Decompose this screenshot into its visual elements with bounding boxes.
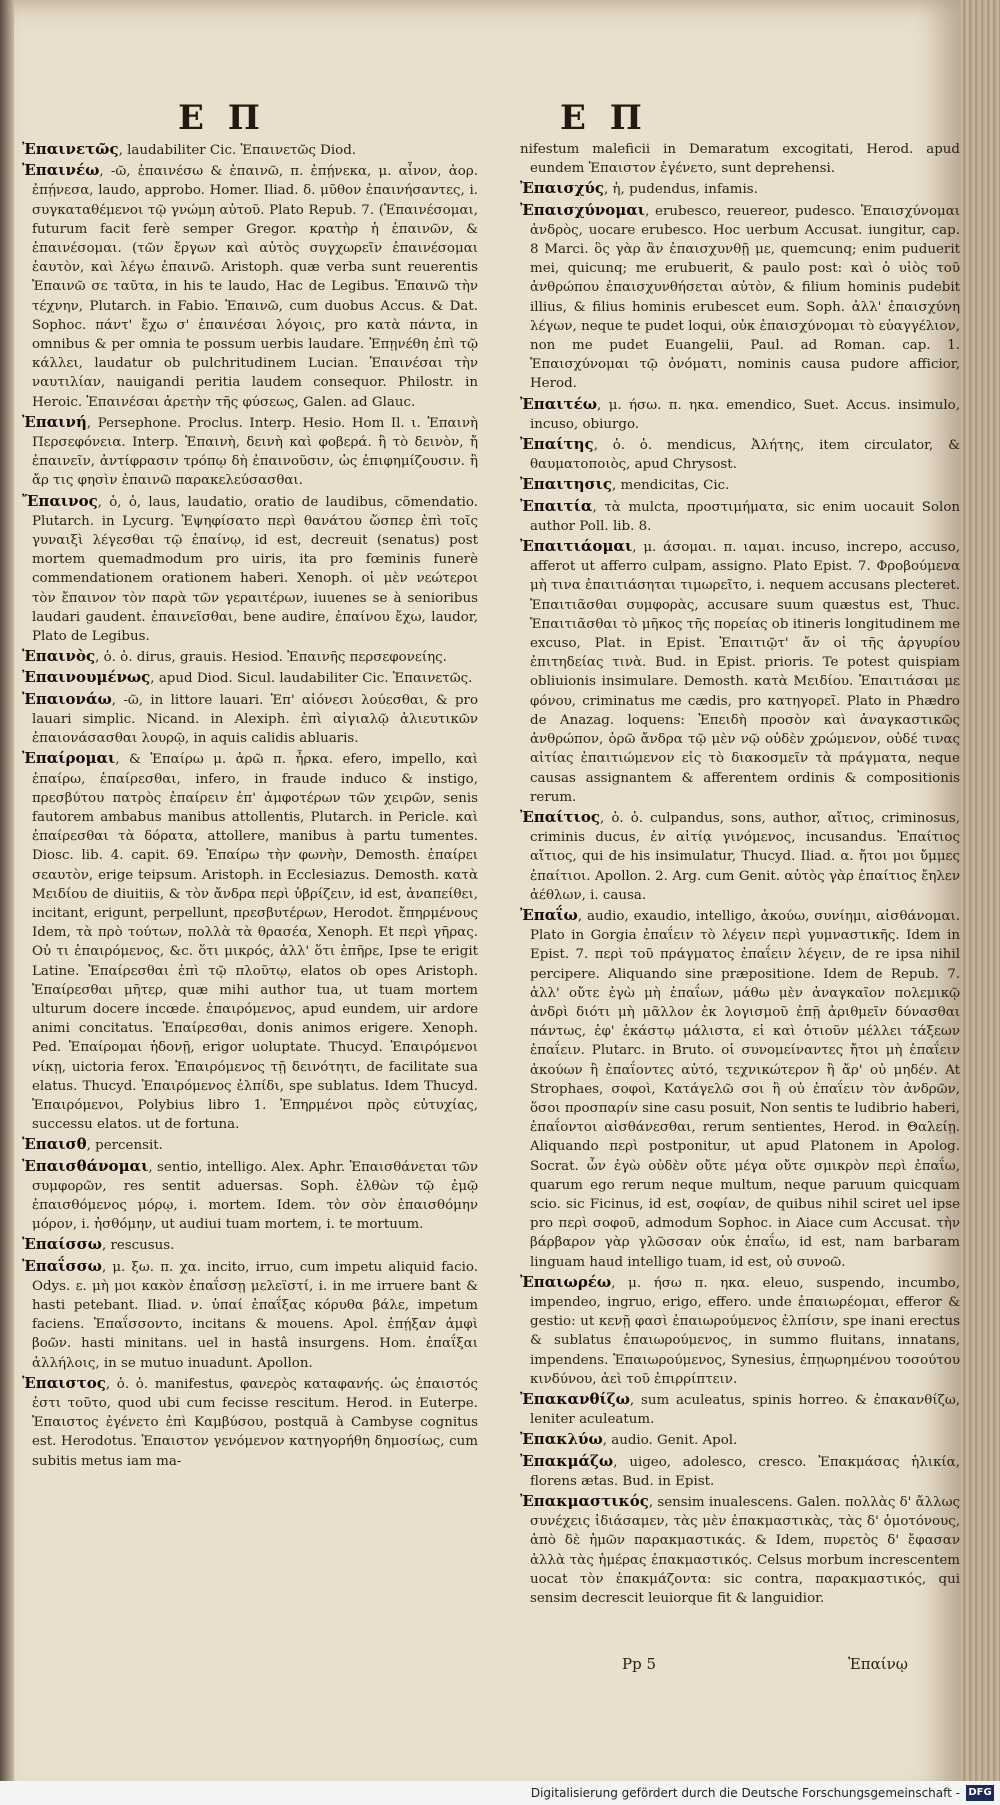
- entry-definition: ὁ. ὁ. mendicus, Ἀλήτης, item circulator, & θαυματοποιὸς, apud Chrysost.: [530, 438, 960, 473]
- entry-lemma: Ἐπαίτιος: [520, 807, 601, 826]
- right-column: [520, 140, 960, 1609]
- dictionary-entry: [520, 140, 960, 178]
- left-column: [22, 140, 478, 1472]
- dictionary-entry: Ἐπαιωρέω, μ. ήσω π. ηκα. eleuo, suspendo, incumbo, impendeo, ingruo, erigo, effero. unde ἐπαιωρέομαι, efferor & gestio: ut κενῇ φασὶ ἐπαιωρούμενος ἐλπίσιν, spe inani erectus & sublatus ἐπαιωρούμενος, in summo fluitans, innatans, impendens. Ἐπαιωρούμενος, Synesius, ἐπῃωρημένου τοσούτου κινδύνου, ἀεὶ τοῦ ἐπιρρίπτειν.: [520, 1272, 961, 1387]
- entry-lemma: Ἐπακανθίζω: [520, 1390, 630, 1408]
- dictionary-entry: Ἐπαιτιάομαι, μ. άσομαι. π. ιαμαι. incuso, increpo, accuso, afferot ut afferro culpam, assigno. Plato Epist. 7. Φροβούμενα μὴ τινα ἐπαιτιάσηται τιμωρεῖτο, i. nequem accusans plecteret. Ἐπαιτιᾶσθαι συμφορὰς, accusare suum quæstus est, Thuc. Ἐπαιτιᾶσθαι τὸ μῆκος τῆς πορείας ob itineris longitudinem me excuso, Plat. in Epist. Ἐπαιτιῷτ' ἄν οἱ τῆς ἀργυρίου ἐπιτηδείας τινὰ. Bud. in Epist. prioris. Te potest quispiam obliuionis insimulare. Demosth. κατὰ Μειδίου. Ἐπαιτιάσαι με φόνου, criminatus me cædis, pro κατηγορεῖ. Plato in Phædro de Anazag. loquens: Ἐπειδὴ προσὸν καὶ ἀναγκαστικῶς ἀνθρώπον, ὁρῶ ἄνδρα τῷ μὲν νῷ οὐδὲν χρώμενον, οὐδέ τινας αἰτίας ἐπαιτιώμενον εἰς τὸ διακοσμεῖν τὰ πράγματα, neque causas assignantem & afferentem ordinis & compositionis rerum.: [520, 537, 960, 805]
- entry-lemma: Ἐπαινετῶς: [22, 140, 119, 158]
- dictionary-entry: Ἐπαινουμένως, apud Diod. Sicul. laudabiliter Cic. Ἐπαινετῶς.: [22, 668, 473, 687]
- entry-definition: sentio, intelligo. Alex. Aphr. Ἐπαισθάνεται τῶν συμφορῶν, res sentit aduersas. Soph. ἐλθὼν τῷ ἐμῷ ἐπαισθόμενος μόρῳ, i. mortem. Idem. τὸν σὸν ἐπαισθόμην μόρον, i. ἠσθόμην, ut audiui tuam mortem, i. te mortuum.: [32, 1159, 478, 1233]
- entry-lemma: Ἐπαιτησις: [520, 475, 612, 494]
- footer-credit: Digitalisierung gefördert durch die Deutsche Forschungsgemeinschaft -: [530, 1786, 960, 1800]
- dictionary-entry: Ἐπαιτία, τὰ mulcta, προστιμήματα, sic enim uocauit Solon author Poll. lib. 8.: [520, 496, 960, 534]
- entry-definition: Persephone. Proclus. Interp. Hesio. Hom Il. ι. Ἐπαινὴ Περσεφόνεια. Interp. Ἐπαινὴ, δεινὴ καὶ φοβερά. ἢ τὸ δεινὸν, ἤ ἐπαινεῖν, ἀντίφρασιν τρόπῳ δὴ ἐπαινοῦσιν, ὡς ἐπιφημίζουσιν. ἢ ἄρ τις φησὶν ἐπαινῶ παρακελεύσασθαι.: [32, 415, 478, 489]
- entry-lemma: Ἐπαιτέω: [520, 394, 598, 413]
- dictionary-entry: Ἐπαίρομαι, & Ἐπαίρω μ. ἀρῶ π. ἦρκα. efero, impello, καὶ ἐπαίρω, ἐπαίρεσθαι, infero, in fraude induco & instigo, πρεσβύτου πατρὸς ἐπαίρειν ἐπ' ἀμφοτέρων τῶν χειρῶν, senis fautorem ambabus manibus attollentis, Plutarch. in Pericle. καὶ ἐπαίρεσθαι τὰ δόρατα, attollere, manibus à partu tumentes. Diosc. lib. 4. capit. 69. Ἐπαίρω τὴν φωνὴν, Demosth. ἐπαίρει σεαυτὸν, erige teipsum. Aristoph. in Ecclesiazus. Demosth. κατὰ Μειδίου de diuitiis, & τὸν ἄνδρα περὶ ὑβρίζειν, id est, ἀναπείθει, incitant, erigunt, perpellunt, πρεσβυτέρων, Herodot. ἔπηρμένους Idem, τὰ πρὸ τούτων, πολλὰ τὰ θρασέα, Xenoph. Et περὶ γῆρας. Οὐ τι ἐπαιρόμενος, &c. ὅτι μικρός, ἀλλ' ὅτι ἐπῆρε, Ipse te erigit Latine. Ἐπαίρεσθαι ἐπὶ τῷ πλοῦτῳ, elatos ob opes Aristoph. Ἐπαίρεσθαι μῆτερ, quæ mihi author tua, ut tuam mortem ulturum docere incœde. ἐπαιρόμενος, apud eundem, uir ardore animi concitatus. Ἐπαίρεσθαι, donis animos erigere. Xenoph. Ped. Ἐπαίρομαι ἡδονῇ, erigor uoluptate. Thucyd. Ἐπαιρόμενοι νίκῃ, uictoria ferox. Ἐπαιρόμενος τῇ δεινότητι, de facilitate sua elatus. Thucyd. Ἐπαιρόμενος ἐλπίδι, spe sublatus. Idem Thucyd. Ἐπαιρόμενοι, Polybius libro 1. Ἐπηρμένοι πρὸς εὐτυχίας, successu elatos. ut de fortuna.: [22, 749, 478, 1133]
- entry-definition: apud Diod. Sicul. laudabiliter Cic. Ἐπαινετῶς.: [158, 671, 473, 687]
- entry-lemma: Ἐπαισχύς: [520, 179, 605, 198]
- entry-definition: & Ἐπαίρω μ. ἀρῶ π. ἦρκα. efero, impello, καὶ ἐπαίρω, ἐπαίρεσθαι, infero, in fraude induco & instigo, πρεσβύτου πατρὸς ἐπαίρειν ἐπ' ἀμφοτέρων τῶν χειρῶν, senis fautorem ambabus manibus attollentis, Plutarch. in Pericle. καὶ ἐπαίρεσθαι τὰ δόρατα, attollere, manibus à partu tumentes. Diosc. lib. 4. capit. 69. Ἐπαίρω τὴν φωνὴν, Demosth. ἐπαίρει σεαυτὸν, erige teipsum. Aristoph. in Ecclesiazus. Demosth. κατὰ Μειδίου de diuitiis, & τὸν ἄνδρα περὶ ὑβρίζειν, id est, ἀναπείθει, incitant, erigunt, perpellunt, πρεσβυτέρων, Herodot. ἔπηρμένους Idem, τὰ πρὸ τούτων, πολλὰ τὰ θρασέα, Xenoph. Et περὶ γῆρας. Οὐ τι ἐπαιρόμενος, &c. ὅτι μικρός, ἀλλ' ὅτι ἐπῆρε, Ipse te erigit Latine. Ἐπαίρεσθαι ἐπὶ τῷ πλοῦτῳ, elatos ob opes Aristoph. Ἐπαίρεσθαι μῆτερ, quæ mihi author tua, ut tuam mortem ulturum docere incœde. ἐπαιρόμενος, apud eundem, uir ardore animi concitatus. Ἐπαίρεσθαι, donis animos erigere. Xenoph. Ped. Ἐπαίρομαι ἡδονῇ, erigor uoluptate. Thucyd. Ἐπαιρόμενοι νίκῃ, uictoria ferox. Ἐπαιρόμενος τῇ δεινότητι, de facilitate sua elatus. Thucyd. Ἐπαιρόμενος ἐλπίδι, spe sublatus. Idem Thucyd. Ἐπαιρόμενοι, Polybius libro 1. Ἐπηρμένοι πρὸς εὐτυχίας, successu elatos. ut de fortuna.: [32, 752, 478, 1133]
- dictionary-entry: Ἐπαίτης, ὁ. ὁ. mendicus, Ἀλήτης, item circulator, & θαυματοποιὸς, apud Chrysost.: [520, 435, 960, 473]
- running-head-right: E Π: [560, 98, 648, 138]
- entry-definition: uigeo, adolesco, cresco. Ἐπακμάσας ἡλικία, florens ætas. Bud. in Epist.: [530, 1454, 960, 1489]
- entry-lemma: Ἐπαισχύνομαι: [520, 200, 646, 219]
- dictionary-entry: Ἐπαιστος, ὁ. ὁ. manifestus, φανερὸς καταφανής. ὡς ἐπαιστός ἐστι τοῦτο, quod ubi cum fecisse rescitum. Herod. in Euterpe. Ἐπαιστος ἐγένετο ἐπὶ Καμβύσου, postquã à Cambyse cognitus est. Herodotus. Ἐπαιστον γενόμενον κατηγορήθη δημοσίως, cum subitis metus iam ma-: [22, 1373, 478, 1469]
- entry-lemma: Ἐπαιτία: [520, 496, 593, 515]
- dictionary-entry: Ἐπακλύω, audio. Genit. Apol.: [520, 1430, 738, 1449]
- dictionary-entry: Ἐπαισχύνομαι, erubesco, reuereor, pudesco. Ἐπαισχύνομαι ἀνδρὸς, uocare erubesco. Hoc uerbum Accusat. iungitur, cap. 8 Marci. ὃς γὰρ ἂν ἐπαισχυνθῇ με, quemcunq; enim puduerit mei, quicunq; me erubuerit, & paulo post: καὶ ὁ υἱὸς τοῦ ἀνθρώπου ἐπαισχυνθήσεται αὐτὸν, & filium hominis pudebit illius, & filius hominis erubescet eum. Soph. ἀλλ' ἐπαισχύνη λέγων, neque te pudet loqui, οὐκ ἐπαισχύνομαι τὸ εὐαγγέλιον, non me pudet Euangelii, Paul. ad Roman. cap. 1. Ἐπαισχύνομαι τῷ ὀνόματι, nominis causa pudore afficior, Herod.: [520, 200, 961, 392]
- running-head-left: E Π: [178, 98, 266, 138]
- dictionary-entry: Ἐπακμαστικός, sensim inualescens. Galen. πολλὰς δ' ἄλλως συνέχεις ἰδιάσαμεν, τὰς μὲν ἐπακμαστικὰς, τὰς δ' ὁμοτόνους, ἀπὸ δὲ ἡμῶν παρακμαστικάς. & Idem, πυρετὸς δ' ἔφασαν ἀλλὰ τὰς ἡμέρας ἐπακμαστικός. Celsus morbum increscentem uocat τὸν ἐπακμάζοντα: sic contra, παρακμαστικός, qui sensim decrescit leuiorque fit & languidior.: [520, 1492, 961, 1607]
- entry-lemma: Ἐπαίτης: [520, 435, 594, 454]
- entry-lemma: Ἐπαιωρέω: [520, 1272, 612, 1291]
- entry-definition: ἡ, pudendus, infamis.: [612, 182, 758, 198]
- entry-definition: -ῶ, in littore lauari. Ἐπ' αἰόνεσι λούεσθαι, & pro lauari simplic. Nicand. in Alexiph. ἐπὶ αἰγιαλῷ ἀλιευτικῶν ἐπαιονάσασθαι λουρῷ, in aquis calidis abluaris.: [32, 692, 479, 747]
- entry-definition: ὁ. ὁ. manifestus, φανερὸς καταφανής. ὡς ἐπαιστός ἐστι τοῦτο, quod ubi cum fecisse rescitum. Herod. in Euterpe. Ἐπαιστος ἐγένετο ἐπὶ Καμβύσου, postquã à Cambyse cognitus est. Herodotus. Ἐπαιστον γενόμενον κατηγορήθη δημοσίως, cum subitis metus iam ma-: [32, 1376, 478, 1469]
- dictionary-entry: Ἐπαίσσω, rescusus.: [22, 1235, 175, 1254]
- dictionary-entry: Ἐπαινή, Persephone. Proclus. Interp. Hesio. Hom Il. ι. Ἐπαινὴ Περσεφόνεια. Interp. Ἐπαινὴ, δεινὴ καὶ φοβερά. ἢ τὸ δεινὸν, ἤ ἐπαινεῖν, ἀντίφρασιν τρόπῳ δὴ ἐπαινοῦσιν, ὡς ἐπιφημίζουσιν. ἢ ἄρ τις φησὶν ἐπαινῶ παρακελεύσασθαι.: [22, 412, 478, 489]
- entry-lemma: Ἐπαιστος: [22, 1373, 106, 1392]
- entry-definition: sensim inualescens. Galen. πολλὰς δ' ἄλλως συνέχεις ἰδιάσαμεν, τὰς μὲν ἐπακμαστικὰς, τὰς δ' ὁμοτόνους, ἀπὸ δὲ ἡμῶν παρακμαστικάς. & Idem, πυρετὸς δ' ἔφασαν ἀλλὰ τὰς ἡμέρας ἐπακμαστικός. Celsus morbum increscentem uocat τὸν ἐπακμάζοντα: sic contra, παρακμαστικός, qui sensim decrescit leuiorque fit & languidior.: [530, 1495, 961, 1607]
- digitization-footer: [0, 1781, 1000, 1805]
- entry-lemma: Ἐπαισθάνομαι: [22, 1156, 149, 1175]
- dictionary-entry: Ἐπαισχύς, ἡ, pudendus, infamis.: [520, 179, 758, 198]
- entry-definition: audio, exaudio, intelligo, ἀκούω, συνίημι, αἰσθάνομαι. Plato in Gorgia ἐπαΐειν τὸ λέγειν περὶ γυμναστικῆς. Idem in Epist. 7. περὶ τοῦ πράγματος ἐπαΐειν λέγειν, de re ipsa nihil percipere. Aliquando sine præpositione. Idem de Repub. 7. ἀλλ' οὔτε ἐγὼ μὴ ἐπαΐων, μάθω μὲν ἀναγκαῖον πολεμικῷ ἀνδρὶ διότι μὴ μᾶλλον ἐκ λογισμοῦ ἐπῇ ἀριθμεῖν δύνασθαι πάντως, ἐφ' ἑκάστῳ μάλιστα, εἰ καὶ ὁτιοῦν μέλλει τάξεων ἐπαΐειν. Plutarc. in Bruto. οἱ συνομείναντες ἤτοι μὴ ἐπαΐειν ἀκούων ἢ ἐπαΐοντες αὐτό, τεχνικώτερον ἢ ἄρ' οὐ μηδέν. At Strophaes, σοφοὶ, Κατάγελῶ σοι ἢ οὐ ἐπαΐειν τὸν ἀνδρῶν, ὅσοι προσπαρίν sine casu posuit, Non sentis te ludibrio haberi, ἐπαΐοντοι αἰσθάνεσθαι, rerum sentientes, Herod. in Θαλείῃ. Aliquando περὶ postponitur, ut apud Platonem in Apolog. Socrat. ὧν ἐγὼ οὐδὲν οὔτε μέγα οὔτε σμικρὸν περὶ ἐπαΐω, quarum ego rerum neque multum, neque paruum quicquam scio. sic Ficinus, id est, σοφίαν, de quibus nihil sciret uel ipse pro περὶ σοφοῦ, admodum Sophoc. in Aiace cum Accusat. τὴν βάρβαρον γὰρ γλῶσσαν οὐκ ἐπαΐω, id est, nam barbaram linguam haud intelligo tuam, id est, οὐ συνοῶ.: [530, 908, 960, 1270]
- dictionary-entry: Ἐπαισθ, percensit.: [22, 1135, 163, 1154]
- entry-lemma: Ἐπαίρομαι: [22, 749, 116, 768]
- entry-definition: μ. άσομαι. π. ιαμαι. incuso, increpo, accuso, afferot ut afferro culpam, assigno. Plato Epist. 7. Φροβούμενα μὴ τινα ἐπαιτιάσηται τιμωρεῖτο, i. nequem accusans plecteret. Ἐπαιτιᾶσθαι συμφορὰς, accusare suum quæstus est, Thuc. Ἐπαιτιᾶσθαι τὸ μῆκος τῆς πορείας ob itineris longitudinem me excuso, Plat. in Epist. Ἐπαιτιῷτ' ἄν οἱ τῆς ἀργυρίου ἐπιτηδείας τινὰ. Bud. in Epist. prioris. Te potest quispiam obliuionis insimulare. Demosth. κατὰ Μειδίου. Ἐπαιτιάσαι με φόνου, criminatus me cædis, pro κατηγορεῖ. Plato in Phædro de Anazag. loquens: Ἐπειδὴ προσὸν καὶ ἀναγκαστικῶς ἀνθρώπον, ὁρῶ ἄνδρα τῷ μὲν νῷ οὐδὲν χρώμενον, οὐδέ τινας αἰτίας ἐπαιτιώμενον εἰς τὸ διακοσμεῖν τὰ πράγματα, neque causas assignantem & afferentem ordinis & compositionis rerum.: [530, 540, 960, 805]
- dictionary-entry: Ἐπακμάζω, uigeo, adolesco, cresco. Ἐπακμάσας ἡλικία, florens ætas. Bud. in Epist.: [520, 1451, 960, 1489]
- entry-lemma: Ἔπαινος: [22, 491, 98, 510]
- entry-lemma: Ἐπακμαστικός: [520, 1492, 649, 1511]
- entry-lemma: Ἐπαίσσω: [22, 1235, 102, 1254]
- dictionary-entry: Ἐπαΐω, audio, exaudio, intelligo, ἀκούω, συνίημι, αἰσθάνομαι. Plato in Gorgia ἐπαΐειν τὸ λέγειν περὶ γυμναστικῆς. Idem in Epist. 7. περὶ τοῦ πράγματος ἐπαΐειν λέγειν, de re ipsa nihil percipere. Aliquando sine præpositione. Idem de Repub. 7. ἀλλ' οὔτε ἐγὼ μὴ ἐπαΐων, μάθω μὲν ἀναγκαῖον πολεμικῷ ἀνδρὶ διότι μὴ μᾶλλον ἐκ λογισμοῦ ἐπῇ ἀριθμεῖν δύνασθαι πάντως, ἐφ' ἑκάστῳ μάλιστα, εἰ καὶ ὁτιοῦν μέλλει τάξεων ἐπαΐειν. Plutarc. in Bruto. οἱ συνομείναντες ἤτοι μὴ ἐπαΐειν ἀκούων ἢ ἐπαΐοντες αὐτό, τεχνικώτερον ἢ ἄρ' οὐ μηδέν. At Strophaes, σοφοὶ, Κατάγελῶ σοι ἢ οὐ ἐπαΐειν τὸν ἀνδρῶν, ὅσοι προσπαρίν sine casu posuit, Non sentis te ludibrio haberi, ἐπαΐοντοι αἰσθάνεσθαι, rerum sentientes, Herod. in Θαλείῃ. Aliquando περὶ postponitur, ut apud Platonem in Apolog. Socrat. ὧν ἐγὼ οὐδὲν οὔτε μέγα οὔτε σμικρὸν περὶ ἐπαΐω, quarum ego rerum neque multum, neque paruum quicquam scio. sic Ficinus, id est, σοφίαν, de quibus nihil sciret uel ipse pro περὶ σοφοῦ, admodum Sophoc. in Aiace cum Accusat. τὴν βάρβαρον γὰρ γλῶσσαν οὐκ ἐπαΐω, id est, nam barbaram linguam haud intelligo tuam, id est, οὐ συνοῶ.: [520, 905, 960, 1270]
- dfg-logo-icon: DFG: [966, 1785, 994, 1801]
- dictionary-entry: Ἐπαινέω, -ῶ, ἐπαινέσω & ἐπαινῶ, π. ἐπῄνεκα, μ. αἶνον, ἀορ. ἐπῄνεσα, laudo, approbo. Homer. Iliad. δ. μῦθον ἐπαινήσαντες, i. συγκαταθέμενοι τῷ γνώμη αὐτοῦ. Plato Repub. 7. (Ἐπαινέσομαι, futurum facit ferè semper Gregor. κρατὴρ ἡ ἐπαινῶν, & ἐπαινέσομαι. (τῶν ἔργων καὶ αὐτὸς συγχωρεῖν ἐπαινέσομαι ἑαυτὸν, καὶ λέγω ἐπαινῶ. Aristoph. quæ verba sunt reuerentis Ἐπαινῶ σε ταῦτα, in his te laudo, Hac de Legibus. Ἐπαινῶ τὴν τέχνην, Plutarch. in Fabio. Ἐπαινῶ, cum duobus Accus. & Dat. Sophoc. πάντ' ἔχω σ' ἐπαινέσαι λόγοις, pro κατὰ πάντα, in omnibus & per omnia te possum uerbis laudare. Ἐπῃνέθη ἐπὶ τῷ κάλλει, laudatur ob pulchritudinem Lucian. Ἐπαινέσαι τὴν ναυτιλίαν, nauigandi peritia laudem consequor. Philostr. in Heroic. Ἐπαινέσαι ἀρετὴν τῆς φύσεως, Galen. ad Glauc.: [22, 161, 478, 410]
- entry-definition: ὁ. ὁ. culpandus, sons, author, αἴτιος, criminosus, criminis ducus, ἐν αἰτίᾳ γινόμενος, incusandus. Ἐπαίτιος αἴτιος, qui de his insimulatur, Thucyd. Iliad. α. ἤτοι μοι ὔμμες ἐπαίτιοι. Apollon. 2. Arg. cum Genit. αὐτὸς γὰρ ἐπαίτιος ἔηλεν ἀέθλων, i. causa.: [530, 810, 961, 903]
- dictionary-entry: Ἐπαιτέω, μ. ήσω. π. ηκα. emendico, Suet. Accus. insimulo, incuso, obiurgo.: [520, 394, 960, 432]
- page-fore-edge: [960, 0, 1000, 1805]
- entry-definition: μ. ήσω. π. ηκα. emendico, Suet. Accus. insimulo, incuso, obiurgo.: [530, 397, 960, 432]
- dictionary-entry: Ἔπαινος, ὁ, ὁ, laus, laudatio, oratio de laudibus, cõmendatio. Plutarch. in Lycurg. Ἐψηφίσατο περὶ θανάτου ὥσπερ ἐπὶ τοῖς γυναιξὶ λέγεσθαι τῷ ἐπαίνῳ, id est, decreuit (senatus) post mortem quemadmodum pro uiris, ita pro fœminis funerè commendationem orationem haberi. Xenoph. οἱ μὲν νεώτεροι τὸν ἔπαινον τὸν παρὰ τῶν γεραιτέρων, iuuenes se à senioribus laudari gaudent. ἐπαινεῖσθαι, bene audire, ἐπαίνου ἔχω, laudor, Plato de Legibus.: [22, 491, 478, 645]
- entry-lemma: Ἐπαινέω: [22, 161, 100, 180]
- entry-lemma: Ἐπαΐω: [520, 905, 578, 924]
- dictionary-entry: Ἐπαΐσσω, μ. ξω. π. χα. incito, irruo, cum impetu aliquid facio. Odys. ε. μὴ μοι κακὸν ἐπαΐσσῃ μελεϊστί, i. in me irruere bant & hasti petebant. Iliad. ν. ὑπαί ἐπαΐξας κόρυθα βάλε, impetum faciens. Ἐπαΐσσοντο, incitans & mouens. Apol. ἐπῄξαν ἀμφὶ βοῶν. hasti minitans. uel in hastâ insurgens. Hom. ἐπαΐξαι ἀλλήλοις, in se mutuo inuadunt. Apollon.: [22, 1256, 479, 1371]
- dictionary-entry: Ἐπαινετῶς, laudabiliter Cic. Ἐπαινετῶς Diod.: [22, 140, 357, 158]
- entry-lemma: Ἐπακμάζω: [520, 1451, 614, 1470]
- entry-definition: τὰ mulcta, προστιμήματα, sic enim uocauit Solon author Poll. lib. 8.: [530, 499, 960, 534]
- entry-definition: nifestum maleficii in Demaratum excogitati, Herod. apud eundem Ἐπαιστον ἐγένετο, sunt deprehensi.: [520, 142, 960, 177]
- dictionary-entry: Ἐπακανθίζω, sum aculeatus, spinis horreo. & ἐπακανθίζω, leniter aculeatum.: [520, 1390, 961, 1428]
- entry-lemma: Ἐπαινή: [22, 412, 87, 431]
- entry-definition: mendicitas, Cic.: [620, 478, 730, 494]
- dictionary-entry: Ἐπαιονάω, -ῶ, in littore lauari. Ἐπ' αἰόνεσι λούεσθαι, & pro lauari simplic. Nicand. in Alexiph. ἐπὶ αἰγιαλῷ ἀλιευτικῶν ἐπαιονάσασθαι λουρῷ, in aquis calidis abluaris.: [22, 689, 479, 747]
- entry-lemma: Ἐπαινὸς: [22, 647, 96, 666]
- entry-definition: ὁ. ὁ. dirus, grauis. Hesiod. Ἐπαινῆς περσεφονείης.: [103, 650, 447, 666]
- entry-lemma: Ἐπαινουμένως: [22, 668, 151, 687]
- catchword: Ἐπαίνῳ: [848, 1655, 909, 1673]
- entry-definition: erubesco, reuereor, pudesco. Ἐπαισχύνομαι ἀνδρὸς, uocare erubesco. Hoc uerbum Accusat. iungitur, cap. 8 Marci. ὃς γὰρ ἂν ἐπαισχυνθῇ με, quemcunq; enim puduerit mei, quicunq; me erubuerit, & paulo post: καὶ ὁ υἱὸς τοῦ ἀνθρώπου ἐπαισχυνθήσεται αὐτὸν, & filium hominis pudebit illius, & filius hominis erubescet eum. Soph. ἀλλ' ἐπαισχύνη λέγων, neque te pudet loqui, οὐκ ἐπαισχύνομαι τὸ εὐαγγέλιον, non me pudet Euangelii, Paul. ad Roman. cap. 1. Ἐπαισχύνομαι τῷ ὀνόματι, nominis causa pudore afficior, Herod.: [530, 203, 961, 392]
- entry-lemma: Ἐπαΐσσω: [22, 1256, 102, 1275]
- entry-definition: μ. ξω. π. χα. incito, irruo, cum impetu aliquid facio. Odys. ε. μὴ μοι κακὸν ἐπαΐσσῃ μελεϊστί, i. in me irruere bant & hasti petebant. Iliad. ν. ὑπαί ἐπαΐξας κόρυθα βάλε, impetum faciens. Ἐπαΐσσοντο, incitans & mouens. Apol. ἐπῄξαν ἀμφὶ βοῶν. hasti minitans. uel in hastâ insurgens. Hom. ἐπαΐξαι ἀλλήλοις, in se mutuo inuadunt. Apollon.: [32, 1259, 479, 1371]
- entry-lemma: Ἐπαισθ: [22, 1135, 87, 1154]
- dictionary-entry: Ἐπαισθάνομαι, sentio, intelligo. Alex. Aphr. Ἐπαισθάνεται τῶν συμφορῶν, res sentit aduersas. Soph. ἐλθὼν τῷ ἐμῷ ἐπαισθόμενος μόρῳ, i. mortem. Idem. τὸν σὸν ἐπαισθόμην μόρον, i. ἠσθόμην, ut audiui tuam mortem, i. te mortuum.: [22, 1156, 478, 1233]
- signature-mark: Pp 5: [622, 1655, 657, 1673]
- entry-definition: audio. Genit. Apol.: [611, 1433, 738, 1449]
- entry-definition: rescusus.: [110, 1238, 175, 1254]
- dictionary-entry: Ἐπαινὸς, ὁ. ὁ. dirus, grauis. Hesiod. Ἐπαινῆς περσεφονείης.: [22, 647, 447, 666]
- entry-definition: laudabiliter Cic. Ἐπαινετῶς Diod.: [127, 143, 357, 158]
- entry-definition: -ῶ, ἐπαινέσω & ἐπαινῶ, π. ἐπῄνεκα, μ. αἶνον, ἀορ. ἐπῄνεσα, laudo, approbo. Homer. Iliad. δ. μῦθον ἐπαινήσαντες, i. συγκαταθέμενοι τῷ γνώμη αὐτοῦ. Plato Repub. 7. (Ἐπαινέσομαι, futurum facit ferè semper Gregor. κρατὴρ ἡ ἐπαινῶν, & ἐπαινέσομαι. (τῶν ἔργων καὶ αὐτὸς συγχωρεῖν ἐπαινέσομαι ἑαυτὸν, καὶ λέγω ἐπαινῶ. Aristoph. quæ verba sunt reuerentis Ἐπαινῶ σε ταῦτα, in his te laudo, Hac de Legibus. Ἐπαινῶ τὴν τέχνην, Plutarch. in Fabio. Ἐπαινῶ, cum duobus Accus. & Dat. Sophoc. πάντ' ἔχω σ' ἐπαινέσαι λόγοις, pro κατὰ πάντα, in omnibus & per omnia te possum uerbis laudare. Ἐπῃνέθη ἐπὶ τῷ κάλλει, laudatur ob pulchritudinem Lucian. Ἐπαινέσαι τὴν ναυτιλίαν, nauigandi peritia laudem consequor. Philostr. in Heroic. Ἐπαινέσαι ἀρετὴν τῆς φύσεως, Galen. ad Glauc.: [32, 164, 478, 410]
- entry-definition: μ. ήσω π. ηκα. eleuo, suspendo, incumbo, impendeo, ingruo, erigo, effero. unde ἐπαιωρέομαι, efferor & gestio: ut κενῇ φασὶ ἐπαιωρούμενος ἐλπίσιν, spe inani erectus & sublatus ἐπαιωρούμενος, in summo fluitans, innatans, impendens. Ἐπαιωρούμενος, Synesius, ἐπῃωρημένου τοσούτου κινδύνου, ἀεὶ τοῦ ἐπιρρίπτειν.: [530, 1275, 961, 1387]
- entry-lemma: Ἐπαιτιάομαι: [520, 537, 633, 556]
- entry-definition: ὁ, ὁ, laus, laudatio, oratio de laudibus, cõmendatio. Plutarch. in Lycurg. Ἐψηφίσατο περὶ θανάτου ὥσπερ ἐπὶ τοῖς γυναιξὶ λέγεσθαι τῷ ἐπαίνῳ, id est, decreuit (senatus) post mortem quemadmodum pro uiris, ita pro fœminis funerè commendationem orationem haberi. Xenoph. οἱ μὲν νεώτεροι τὸν ἔπαινον τὸν παρὰ τῶν γεραιτέρων, iuuenes se à senioribus laudari gaudent. ἐπαινεῖσθαι, bene audire, ἐπαίνου ἔχω, laudor, Plato de Legibus.: [32, 494, 478, 645]
- dictionary-entry: Ἐπαιτησις, mendicitas, Cic.: [520, 475, 730, 494]
- binding-gutter: [0, 0, 14, 1805]
- entry-lemma: Ἐπαιονάω: [22, 689, 112, 708]
- entry-definition: percensit.: [95, 1138, 163, 1154]
- entry-definition: sum aculeatus, spinis horreo. & ἐπακανθίζω, leniter aculeatum.: [530, 1393, 961, 1428]
- entry-lemma: Ἐπακλύω: [520, 1430, 603, 1449]
- dictionary-entry: Ἐπαίτιος, ὁ. ὁ. culpandus, sons, author, αἴτιος, criminosus, criminis ducus, ἐν αἰτίᾳ γινόμενος, incusandus. Ἐπαίτιος αἴτιος, qui de his insimulatur, Thucyd. Iliad. α. ἤτοι μοι ὔμμες ἐπαίτιοι. Apollon. 2. Arg. cum Genit. αὐτὸς γὰρ ἐπαίτιος ἔηλεν ἀέθλων, i. causa.: [520, 807, 961, 903]
